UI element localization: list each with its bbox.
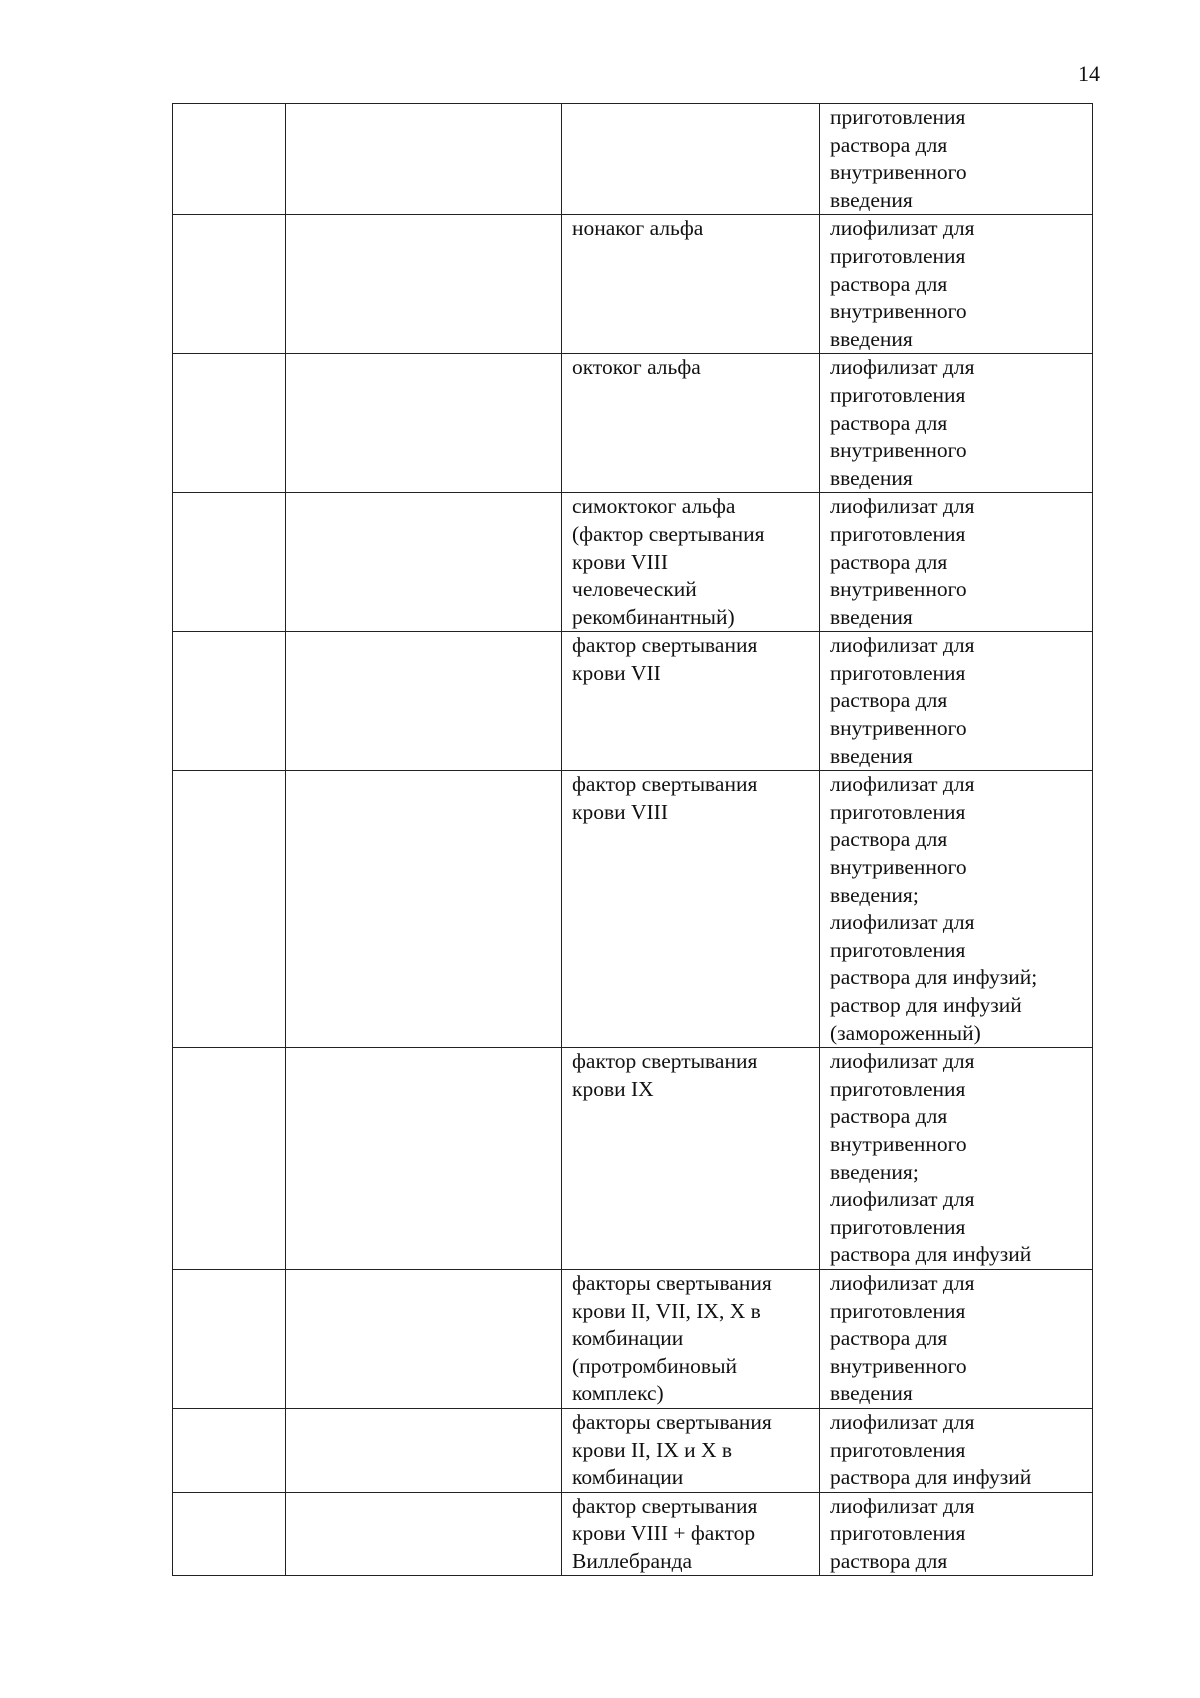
drug-name-line: факторы свертывания (572, 1409, 772, 1434)
dosage-form-line: приготовления (830, 799, 966, 824)
drug-name-line: крови VIII (572, 799, 668, 824)
drug-name-cell (562, 632, 820, 771)
dosage-form-line: введения (830, 326, 913, 351)
group-cell (286, 771, 562, 1048)
drug-name-cell (562, 1492, 820, 1576)
dosage-form-line: приготовления (830, 1076, 966, 1101)
dosage-form-line: приготовления (830, 105, 966, 129)
dosage-form-line: раствора для (830, 410, 948, 435)
drug-name-line: нонаког альфа (572, 216, 704, 241)
dosage-form-line: введения; (830, 882, 919, 907)
drug-name-line: комплекс) (572, 1381, 664, 1406)
dosage-form-line: внутривенного (830, 160, 967, 185)
atc-code-cell (173, 1269, 286, 1408)
drug-name-line: крови VIII + фактор (572, 1521, 756, 1546)
dosage-form-line: лиофилизат для (830, 494, 975, 519)
group-cell (286, 1408, 562, 1492)
dosage-form-cell (820, 1048, 1093, 1270)
drug-name-line: Виллебранда (572, 1548, 693, 1573)
dosage-form-cell (820, 354, 1093, 493)
table-row (173, 1408, 1093, 1492)
dosage-form-cell (820, 493, 1093, 632)
dosage-form-line: введения (830, 743, 913, 768)
atc-code-cell (173, 104, 286, 215)
drug-name-line: (фактор свертывания (572, 521, 765, 546)
drug-name-line: фактор свертывания (572, 1049, 758, 1074)
dosage-form-line: внутривенного (830, 1131, 967, 1156)
table-row (173, 1048, 1093, 1270)
dosage-form-line: лиофилизат для (830, 910, 975, 935)
drug-name-line: крови VII (572, 660, 661, 685)
dosage-form-line: раствора для инфузий (830, 1465, 1032, 1490)
group-cell (286, 1492, 562, 1576)
dosage-form-line: раствора для (830, 549, 948, 574)
drug-name-cell (562, 1408, 820, 1492)
group-cell (286, 1048, 562, 1270)
dosage-form-line: приготовления (830, 521, 966, 546)
group-cell (286, 215, 562, 354)
drug-name-cell (562, 215, 820, 354)
dosage-form-cell (820, 215, 1093, 354)
atc-code-cell (173, 1492, 286, 1576)
drug-name-line: (протромбиновый (572, 1353, 738, 1378)
dosage-form-line: внутривенного (830, 855, 967, 880)
atc-code-cell (173, 632, 286, 771)
dosage-form-line: раствора для (830, 1326, 948, 1351)
drug-name-line: крови IX (572, 1076, 654, 1101)
dosage-form-cell (820, 771, 1093, 1048)
drug-name-line: крови II, IX и X в (572, 1437, 733, 1462)
atc-code-cell (173, 354, 286, 493)
dosage-form-line: введения; (830, 1159, 919, 1184)
dosage-form-line: внутривенного (830, 438, 967, 463)
table-row (173, 493, 1093, 632)
table-row (173, 771, 1093, 1048)
drug-name-line: крови II, VII, IX, X в (572, 1298, 761, 1323)
group-cell (286, 354, 562, 493)
group-cell (286, 104, 562, 215)
dosage-form-line: раствор для инфузий (830, 993, 1022, 1017)
dosage-form-cell (820, 104, 1093, 215)
dosage-form-line: приготовления (830, 1521, 966, 1546)
drug-name-line: фактор свертывания (572, 772, 758, 797)
drug-name-line: симоктоког альфа (572, 494, 736, 519)
atc-code-cell (173, 771, 286, 1048)
drug-name-cell (562, 104, 820, 215)
dosage-form-line: раствора для (830, 132, 948, 157)
group-cell (286, 493, 562, 632)
dosage-form-line: приготовления (830, 660, 966, 685)
dosage-form-line: введения (830, 187, 913, 212)
dosage-form-line: приготовления (830, 243, 966, 268)
page-number: 14 (1078, 61, 1100, 86)
dosage-form-line: внутривенного (830, 299, 967, 324)
dosage-form-line: лиофилизат для (830, 633, 975, 658)
drug-name-line: фактор свертывания (572, 633, 758, 658)
drug-table-body (173, 104, 1093, 1576)
dosage-form-line: раствора для (830, 271, 948, 296)
drug-name-cell (562, 493, 820, 632)
dosage-form-cell (820, 1269, 1093, 1408)
drug-name-line: крови VIII (572, 549, 668, 574)
dosage-form-line: внутривенного (830, 716, 967, 741)
dosage-form-line: приготовления (830, 382, 966, 407)
drug-name-cell (562, 354, 820, 493)
table-row (173, 354, 1093, 493)
dosage-form-line: лиофилизат для (830, 216, 975, 241)
dosage-form-line: приготовления (830, 1298, 966, 1323)
drug-name-cell (562, 1269, 820, 1408)
dosage-form-line: внутривенного (830, 577, 967, 602)
dosage-form-line: приготовления (830, 937, 966, 962)
drug-name-line: факторы свертывания (572, 1270, 772, 1295)
dosage-form-cell (820, 632, 1093, 771)
table-row (173, 215, 1093, 354)
atc-code-cell (173, 493, 286, 632)
dosage-form-line: приготовления (830, 1214, 966, 1239)
drug-table (172, 103, 1093, 1576)
dosage-form-line: раствора для (830, 1548, 948, 1573)
dosage-form-cell (820, 1408, 1093, 1492)
drug-name-line: октоког альфа (572, 355, 701, 380)
dosage-form-line: лиофилизат для (830, 1187, 975, 1212)
dosage-form-line: лиофилизат для (830, 1270, 975, 1295)
dosage-form-line: раствора для (830, 1104, 948, 1129)
table-row (173, 1269, 1093, 1408)
drug-name-line: комбинации (572, 1465, 684, 1490)
dosage-form-line: раствора для инфузий; (830, 965, 1038, 990)
dosage-form-line: внутривенного (830, 1353, 967, 1378)
drug-name-line: фактор свертывания (572, 1493, 758, 1518)
atc-code-cell (173, 1048, 286, 1270)
drug-name-line: рекомбинантный) (572, 604, 735, 629)
table-row (173, 1492, 1093, 1576)
dosage-form-line: лиофилизат для (830, 1493, 975, 1518)
dosage-form-line: лиофилизат для (830, 355, 975, 380)
dosage-form-line: лиофилизат для (830, 1409, 975, 1434)
drug-name-cell (562, 771, 820, 1048)
drug-name-line: комбинации (572, 1326, 684, 1351)
dosage-form-line: (замороженный) (830, 1020, 981, 1045)
dosage-form-line: введения (830, 604, 913, 629)
atc-code-cell (173, 215, 286, 354)
table-row (173, 632, 1093, 771)
group-cell (286, 632, 562, 771)
dosage-form-line: лиофилизат для (830, 1049, 975, 1074)
dosage-form-line: лиофилизат для (830, 772, 975, 797)
drug-name-cell (562, 1048, 820, 1270)
dosage-form-line: раствора для (830, 688, 948, 713)
drug-name-line: человеческий (572, 577, 697, 602)
dosage-form-line: приготовления (830, 1437, 966, 1462)
dosage-form-line: введения (830, 465, 913, 490)
dosage-form-cell (820, 1492, 1093, 1576)
dosage-form-line: раствора для инфузий (830, 1242, 1032, 1267)
dosage-form-line: введения (830, 1381, 913, 1406)
group-cell (286, 1269, 562, 1408)
atc-code-cell (173, 1408, 286, 1492)
dosage-form-line: раствора для (830, 827, 948, 852)
table-row (173, 104, 1093, 215)
